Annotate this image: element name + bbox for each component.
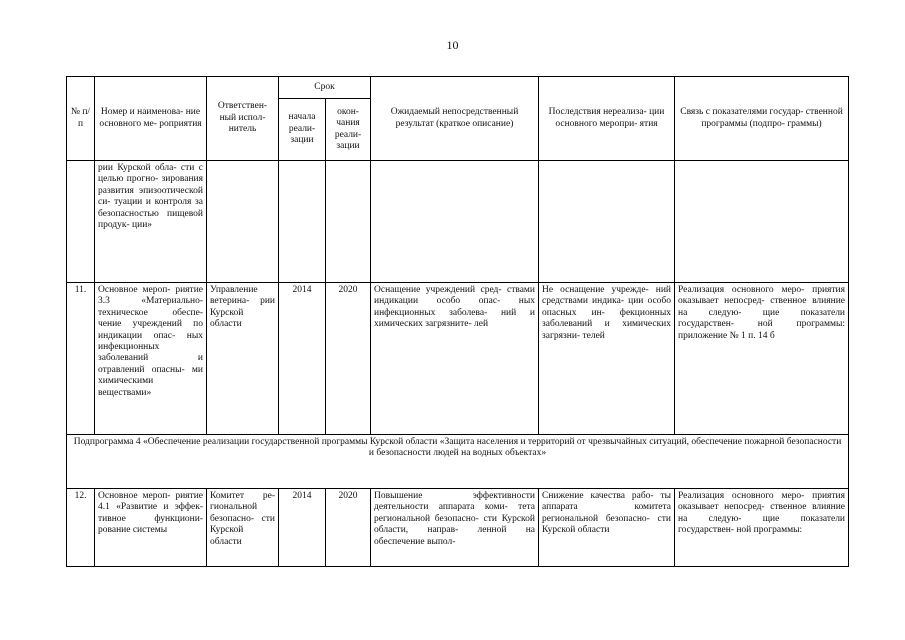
row-12-num: 12. xyxy=(67,489,95,567)
header-consequences: Последствия нереализа- ции основного меропри- ятия xyxy=(539,77,675,161)
row-12-executor: Комитет ре- гиональной безопасно- сти Курской области xyxy=(207,489,279,567)
row-11-result: Оснащение учреждений сред- ствами индикации особо опас- ных инфекционных заболева- ний и химических загрязните- лей xyxy=(371,283,539,435)
row-11-consequences: Не оснащение учрежде- ний средствами индика- ции особо опасных ин- фекционных заболеваний и химических загрязни- телей xyxy=(539,283,675,435)
row-11-executor: Управление ветерина- рии Курской области xyxy=(207,283,279,435)
row-12-consequences: Снижение качества рабо- ты аппарата комитета региональной безопасно- сти Курской области xyxy=(539,489,675,567)
row-12-link: Реализация основного меро- приятия оказывает непосред- ственное влияние на следую- щие показатели государствен- ной программы: xyxy=(675,489,849,567)
row-11-link: Реализация основного меро- приятия оказывает непосред- ственное влияние на следую- щие показатели государствен- ной программы: приложение № 1 п. 14 б xyxy=(675,283,849,435)
header-name: Номер и наименова- ние основного ме- роприятия xyxy=(95,77,207,161)
header-executor: Ответствен- ный испол- нитель xyxy=(207,77,279,161)
measures-table xyxy=(66,76,849,567)
header-term: Срок xyxy=(279,77,371,99)
header-num: № п/п xyxy=(67,77,95,161)
row-12-result: Повышение эффективности деятельности аппарата коми- тета региональной безопасно- сти Курской области, направ- ленной на обеспечение выпол- xyxy=(371,489,539,567)
row-12-name: Основное мероп- риятие 4.1 «Развитие и эффек- тивное функциони- рование системы xyxy=(95,489,207,567)
header-start: начала реали- зации xyxy=(279,99,326,161)
header-result: Ожидаемый непосредственный результат (краткое описание) xyxy=(371,77,539,161)
table-row xyxy=(67,161,849,283)
subprogram-title: Подпрограмма 4 «Обеспечение реализации государственной программы Курской области «Защита населения и территорий от чрезвычайных ситуаций, обеспечение пожарной безопасности и безопасности людей на водных объектах» xyxy=(67,435,849,489)
row-11-end: 2020 xyxy=(326,283,371,435)
row-11-start: 2014 xyxy=(279,283,326,435)
header-end: окон- чания реали- зации xyxy=(326,99,371,161)
row-11-name: Основное мероп- риятие 3.3 «Материально- техническое обеспе- чение учреждений по индикации опас- ных инфекционных заболеваний и отравлений опасны- ми химическими веществами» xyxy=(95,283,207,435)
page-number: 10 xyxy=(446,38,459,52)
table-row xyxy=(67,283,849,435)
row-cont-name: рии Курской обла- сти с целью прогно- зирования развития эпизоотической си- туации и контроля за безопасностью пищевой продук- ции» xyxy=(95,161,207,283)
header-row xyxy=(67,77,849,99)
table-row xyxy=(67,489,849,567)
header-link: Связь с показателями государ- ственной программы (подпро- граммы) xyxy=(675,77,849,161)
subprogram-row xyxy=(67,435,849,489)
row-12-end: 2020 xyxy=(326,489,371,567)
row-11-num: 11. xyxy=(67,283,95,435)
row-12-start: 2014 xyxy=(279,489,326,567)
